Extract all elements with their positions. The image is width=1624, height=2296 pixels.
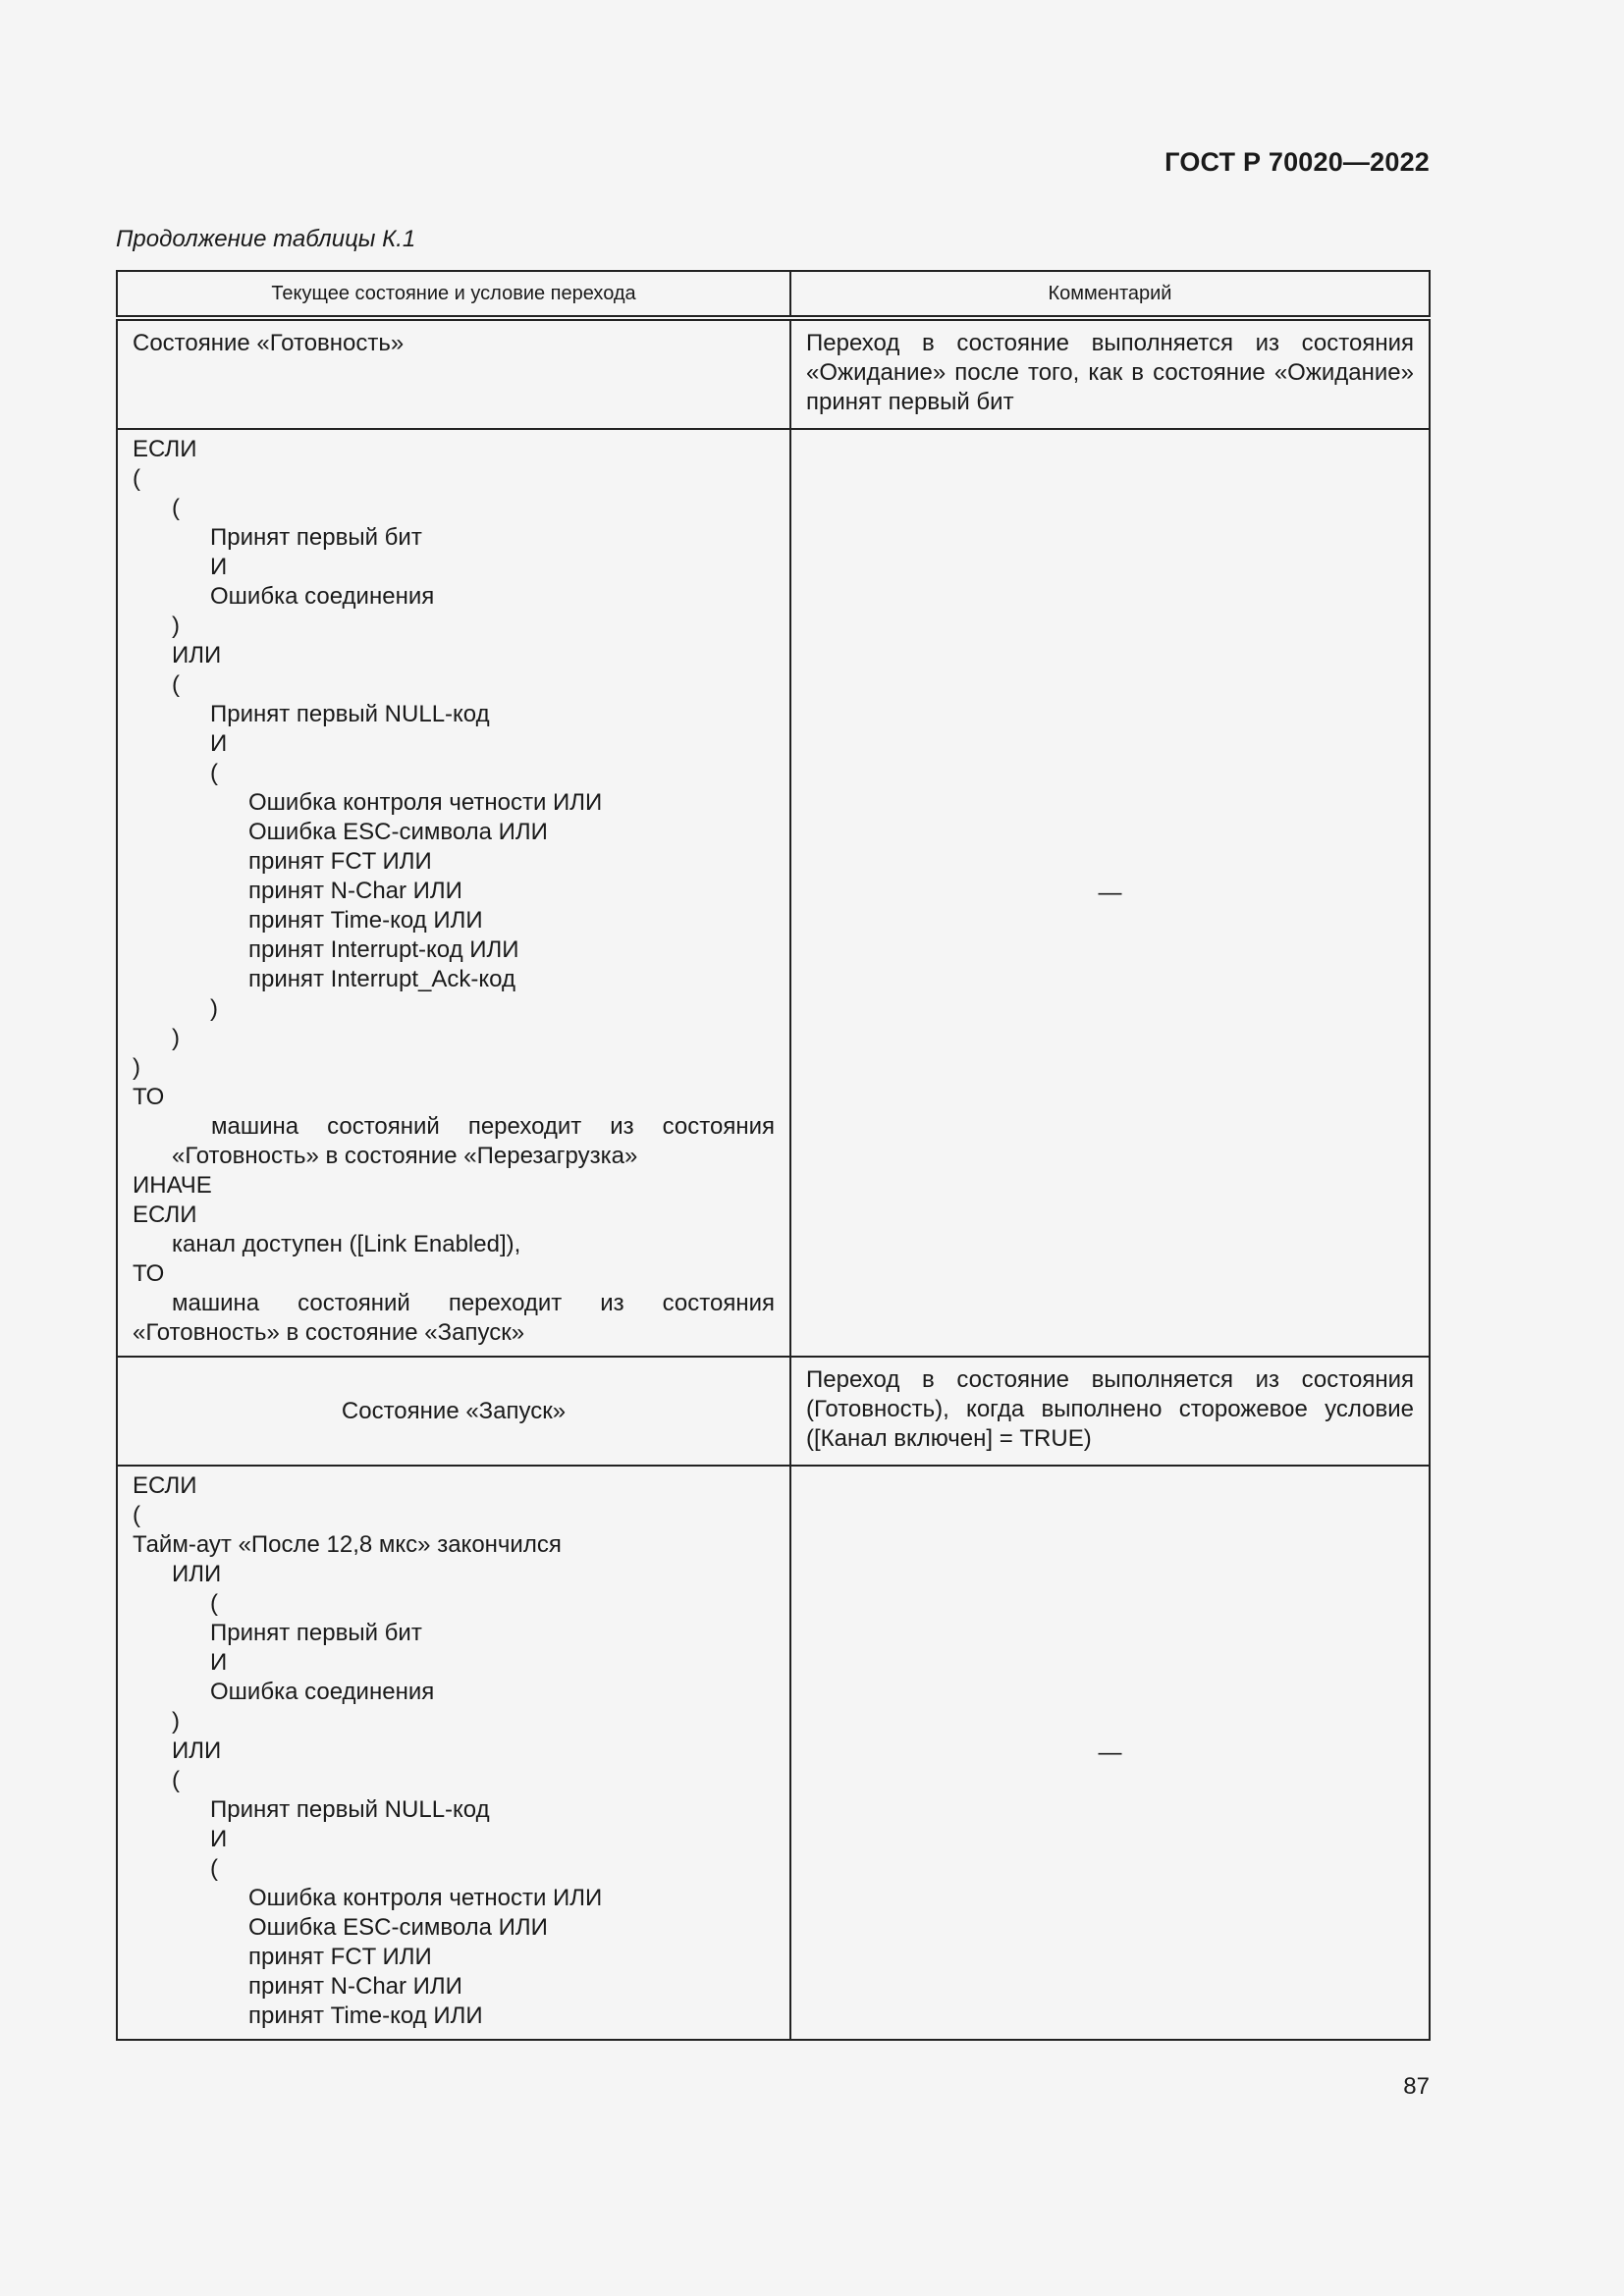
condition-lines <box>133 1471 775 2031</box>
condition-line: принят Time-код ИЛИ <box>248 907 483 934</box>
condition-line: ЕСЛИ <box>133 1472 197 1499</box>
condition-line: ) <box>172 613 180 639</box>
condition-line: ) <box>172 1708 180 1735</box>
condition-else-lines <box>133 1171 775 1289</box>
condition-line: Ошибка ESC-символа ИЛИ <box>248 819 548 845</box>
condition-cell <box>117 1466 790 2040</box>
standard-designation: ГОСТ Р 70020—2022 <box>1164 147 1430 177</box>
condition-line: ( <box>172 1767 180 1793</box>
condition-line: принят Time-код ИЛИ <box>248 2002 483 2029</box>
condition-line: ) <box>210 995 218 1022</box>
table-row <box>117 1357 1430 1466</box>
condition-then-text: машина состояний переходит из состояния «Готовность» в состояние «Запуск» <box>133 1290 775 1346</box>
condition-line: ( <box>133 1502 140 1528</box>
condition-line: И <box>210 1649 228 1676</box>
column-header-comment: Комментарий <box>790 271 1430 318</box>
condition-line: ИЛИ <box>172 642 222 668</box>
condition-line: принят FCT ИЛИ <box>248 1944 432 1970</box>
column-header-state: Текущее состояние и условие перехода <box>117 271 790 318</box>
condition-line: Ошибка контроля четности ИЛИ <box>248 789 603 816</box>
table-row <box>117 1466 1430 2040</box>
condition-line: канал доступен ([Link Enabled]), <box>172 1231 521 1257</box>
condition-line: ТО <box>133 1084 165 1110</box>
table-header-row <box>117 271 1430 318</box>
transition-table <box>116 270 1431 2041</box>
state-cell: Состояние «Готовность» <box>117 318 790 429</box>
condition-line: Принят первый бит <box>210 1620 422 1646</box>
condition-line: ИЛИ <box>172 1561 222 1587</box>
table-row <box>117 429 1430 1357</box>
condition-line: ( <box>172 495 180 521</box>
condition-line: Ошибка ESC-символа ИЛИ <box>248 1914 548 1941</box>
condition-line: И <box>210 730 228 757</box>
condition-line: Принят первый бит <box>210 524 422 551</box>
condition-line: ЕСЛИ <box>133 436 197 462</box>
condition-line: принят Interrupt_Ack-код <box>248 966 515 992</box>
condition-line: ( <box>210 1855 218 1882</box>
condition-line: Ошибка соединения <box>210 583 435 610</box>
comment-cell: — <box>790 1466 1430 2040</box>
condition-line: Тайм-аут «После 12,8 мкс» закончился <box>133 1531 562 1558</box>
condition-line: Ошибка контроля четности ИЛИ <box>248 1885 603 1911</box>
condition-line: ( <box>210 1590 218 1617</box>
condition-line: ИНАЧЕ <box>133 1172 212 1199</box>
state-cell: Состояние «Запуск» <box>117 1357 790 1466</box>
condition-line: принят FCT ИЛИ <box>248 848 432 875</box>
page-number: 87 <box>1403 2073 1430 2100</box>
condition-then-text: машина состояний переходит из состояния «Готовность» в состояние «Перезагрузка» <box>172 1113 775 1169</box>
table-caption: Продолжение таблицы К.1 <box>116 226 416 252</box>
comment-cell: — <box>790 429 1430 1357</box>
comment-cell: Переход в состояние выполняется из состояния (Готовность), когда выполнено сторожевое условие ([Канал включен] = TRUE) <box>790 1357 1430 1466</box>
condition-line: Ошибка соединения <box>210 1679 435 1705</box>
condition-line: ТО <box>133 1260 165 1287</box>
condition-cell <box>117 429 790 1357</box>
condition-line: ( <box>210 760 218 786</box>
condition-line: ( <box>133 465 140 492</box>
condition-line: принят N-Char ИЛИ <box>248 878 462 904</box>
condition-lines <box>133 435 775 1112</box>
condition-line: ( <box>172 671 180 698</box>
condition-line: И <box>210 554 228 580</box>
condition-line: ЕСЛИ <box>133 1201 197 1228</box>
condition-line: ИЛИ <box>172 1737 222 1764</box>
condition-line: И <box>210 1826 228 1852</box>
condition-line: ) <box>172 1025 180 1051</box>
condition-line: принят N-Char ИЛИ <box>248 1973 462 2000</box>
condition-line: принят Interrupt-код ИЛИ <box>248 936 519 963</box>
comment-cell: Переход в состояние выполняется из состояния «Ожидание» после того, как в состояние «Ожидание» принят первый бит <box>790 318 1430 429</box>
condition-line: ) <box>133 1054 140 1081</box>
table-row <box>117 318 1430 429</box>
condition-line: Принят первый NULL-код <box>210 701 490 727</box>
condition-line: Принят первый NULL-код <box>210 1796 490 1823</box>
